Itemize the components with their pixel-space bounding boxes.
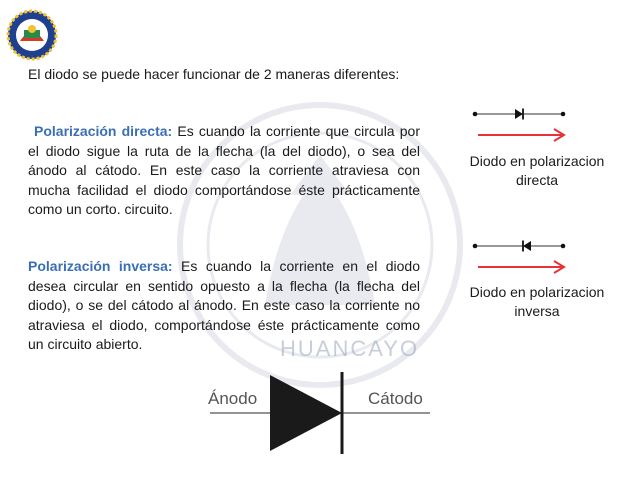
- reverse-bias-term: Polarización inversa:: [28, 258, 173, 274]
- reverse-bias-paragraph: [28, 257, 420, 355]
- watermark-text: HUANCAYO: [280, 336, 420, 361]
- reverse-diode-label: Diodo en polarizacion inversa: [469, 284, 605, 319]
- diode-arrow-icon: [270, 375, 342, 451]
- forward-bias-paragraph: [28, 122, 420, 220]
- forward-bias-text: Es cuando la corriente que circula por el diodo sigue la ruta de la flecha (la del diodo), o sea del ánodo al cátodo. En este caso la corriente atraviesa con mucha facilidad el diodo comportándose éste prácticamente como un corto. circuito.: [28, 123, 420, 217]
- forward-diode-label: Diodo en polarizacion directa: [469, 153, 605, 188]
- reverse-bias-text: Es cuando la corriente en el diodo desea circular en sentido opuesto a la flecha (la flecha del diodo), o se del cátodo al ánodo. En este caso la corriente no atraviesa el diodo, comportándose éste prácticamente como un circuito abierto.: [28, 258, 420, 352]
- cathode-label: Cátodo: [368, 389, 423, 408]
- diode-symbol-diagram: [200, 370, 440, 470]
- reverse-diode-figure: [470, 236, 570, 276]
- diode-triangle-icon: [523, 241, 531, 251]
- diode-triangle-icon: [515, 109, 523, 119]
- intro-paragraph: El diodo se puede hacer funcionar de 2 maneras diferentes:: [28, 66, 400, 82]
- forward-bias-term: Polarización directa:: [34, 123, 173, 139]
- forward-diode-figure: [470, 104, 570, 144]
- anode-label: Ánodo: [208, 389, 258, 408]
- university-seal-logo: [6, 8, 58, 62]
